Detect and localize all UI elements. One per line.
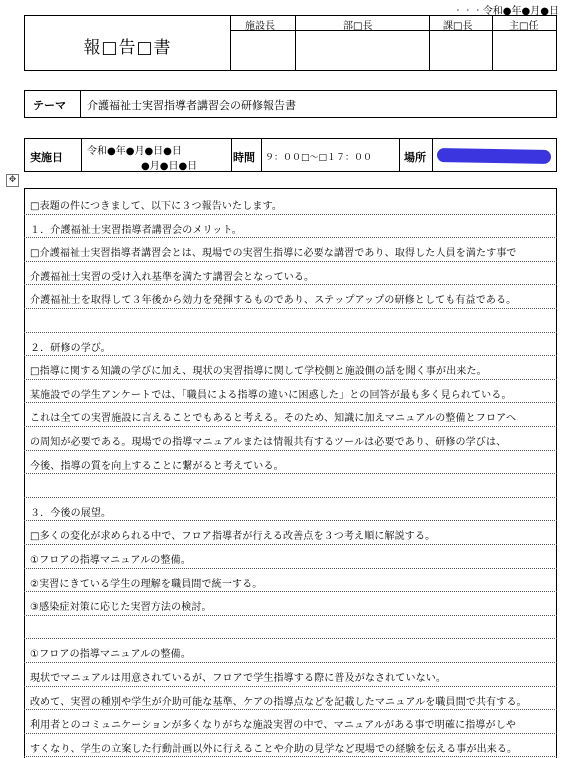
ruled-line — [24, 450, 557, 451]
ruled-line — [24, 520, 557, 521]
ruled-line — [24, 332, 557, 333]
stamp-slot-1[interactable] — [233, 32, 293, 70]
ruled-line — [24, 308, 557, 309]
report-line: これは全ての実習施設に言えることでもあると考える。そのため、知識に加えマニュアルの整備とフロアへ — [30, 413, 517, 425]
ruled-line — [24, 615, 557, 616]
report-line: 今後、指導の質を向上することに繋がると考えている。 — [30, 460, 284, 472]
ruled-line — [24, 355, 557, 356]
ruled-line — [24, 261, 557, 262]
report-line: ③感染症対策に応じた実習方法の検討。 — [30, 602, 212, 614]
ruled-line — [24, 568, 557, 569]
time-value[interactable]: ９：００□～□１７：００ — [265, 153, 373, 163]
stamp-slot-3[interactable] — [431, 32, 490, 70]
date-value-first[interactable]: 令和●年●月●日●日 — [87, 146, 182, 157]
approval-table — [230, 15, 557, 71]
date-line: ・・・令和●年●月●日 — [452, 6, 559, 17]
report-line: 現状でマニュアルは用意されているが、フロアで学生指導する際に普及がなされていない。 — [30, 673, 447, 684]
report-line: ①フロアの指導マニュアルの整備。 — [30, 555, 191, 566]
ruled-line — [24, 756, 557, 757]
ruled-line — [24, 638, 557, 639]
document-title: 報□告□書 — [83, 38, 172, 58]
ruled-line — [24, 402, 557, 403]
ruled-line — [24, 733, 557, 734]
ruled-line — [24, 686, 557, 687]
schedule-row — [24, 138, 557, 172]
ruled-line — [24, 284, 557, 285]
report-line: □表題の件につきまして、以下に３つ報告いたします。 — [30, 201, 282, 212]
ruled-line — [24, 214, 557, 215]
ruled-line — [24, 379, 557, 380]
report-line: すくなり、学生の立案した行動計画以外に行えることや介助の見学など現場での経験を伝える事が出来る。 — [30, 743, 518, 755]
ruled-line — [24, 426, 557, 427]
approver-facility-head: 施設長 — [245, 21, 275, 32]
title-box — [24, 15, 231, 71]
report-line: 改めて、実習の種別や学生が介助可能な基準、ケアの指導点などを記載したマニュアルを職員間で共有する。 — [30, 696, 527, 708]
report-line: □多くの変化が求められる中で、フロア指導者が行える改善点を３つ考え順に解説する。 — [30, 531, 436, 543]
report-line: 某施設での学生アンケートでは、「職員による指導の違いに困惑した」との回答が最も多く見られている。 — [30, 389, 512, 401]
stamp-slot-2[interactable] — [297, 32, 427, 70]
date-value-second[interactable]: ●月●日●日 — [141, 161, 198, 172]
date-label: 実施日 — [30, 151, 63, 164]
report-line: ２．研修の学び。 — [30, 342, 111, 354]
ruled-line — [24, 473, 557, 474]
stamp-slot-4[interactable] — [494, 32, 556, 70]
report-line: 介護福祉士実習の受け入れ基準を満たす講習会となっている。 — [30, 271, 315, 283]
time-label: 時間 — [233, 151, 255, 164]
report-line: ３．今後の展望。 — [30, 507, 112, 519]
approver-department-head: 部□長 — [343, 21, 373, 32]
ruled-line — [24, 591, 557, 592]
place-label: 場所 — [404, 151, 426, 164]
approver-chief: 主□任 — [509, 21, 539, 32]
approver-section-head: 課□長 — [443, 21, 473, 32]
report-line: の周知が必要である。現場での指導マニュアルまたは情報共有するツールは必要であり、研修の学びは、 — [30, 437, 507, 448]
report-line: □介護福祉士実習指導者講習会とは、現場での実習生指導に必要な講習であり、取得した人員を満たす事で — [30, 248, 517, 260]
ruled-line — [24, 544, 557, 545]
ruled-line — [24, 662, 557, 663]
report-line: 利用者とのコミュニケーションが多くなりがちな施設実習の中で、マニュアルがある事で明確に指導がしや — [30, 720, 516, 732]
report-line: １．介護福祉士実習指導者講習会のメリット。 — [30, 224, 242, 236]
report-line: ①フロアの指導マニュアルの整備。 — [30, 649, 191, 661]
ruled-line — [24, 709, 557, 710]
table-move-handle[interactable]: ✥ — [6, 174, 19, 187]
theme-text[interactable]: 介護福祉士実習指導者講習会の研修報告書 — [87, 99, 296, 112]
place-redaction — [437, 148, 551, 164]
theme-row — [24, 90, 557, 118]
ruled-line — [24, 237, 557, 238]
ruled-line — [24, 497, 557, 498]
report-line: ②実習にきている学生の理解を職員間で統一する。 — [30, 578, 263, 590]
theme-label: テーマ — [33, 99, 66, 112]
report-line: 介護福祉士を取得して３年後から効力を発揮するものであり、ステップアップの研修としても有益である。 — [30, 295, 517, 307]
report-line: □指導に関する知識の学びに加え、現状の実習指導に関して学校側と施設側の話を聞く事が出来た。 — [30, 366, 487, 378]
